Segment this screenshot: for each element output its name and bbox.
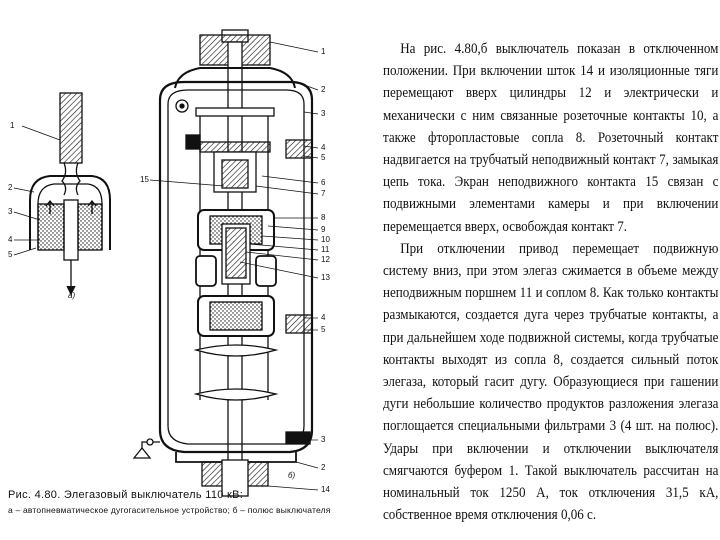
callout-b-2-lower: 2 (321, 463, 326, 472)
callout-b-15: 15 (140, 175, 149, 184)
callout-b-5-lower: 5 (321, 325, 326, 334)
callout-b-3-lower: 3 (321, 435, 326, 444)
callout-b-12: 12 (321, 255, 330, 264)
callout-b-13: 13 (321, 273, 330, 282)
callout-a-4: 4 (8, 235, 13, 244)
label-a: а) (68, 291, 76, 300)
label-b: б) (288, 471, 296, 480)
callout-a-2: 2 (8, 183, 13, 192)
drawing-a (14, 93, 110, 294)
callout-b-4-lower: 4 (321, 313, 326, 322)
callout-b-3: 3 (321, 109, 326, 118)
callout-a-5: 5 (8, 250, 13, 259)
callout-b-7: 7 (321, 189, 326, 198)
paragraph-1: На рис. 4.80,б выключатель показан в отключенном положении. При включении шток 14 и изоляционные тяги перемещают вверх цилиндры 12 и электрически и механически с ним связанные розеточные контакты 10, а также фторопластовые сопла 8. Розеточный контакт надвигается на трубчатый неподвижный контакт 7, замыкая цепь тока. Экран неподвижного контакта 15 связан с подвижными элементами камеры и при включении перемещается вверх, освобождая контакт 7. (383, 40, 719, 235)
callout-a-1: 1 (10, 121, 15, 130)
callout-b-6: 6 (321, 178, 326, 187)
callout-b-14: 14 (321, 485, 330, 494)
body-text (383, 38, 718, 526)
switch-drawing (0, 0, 360, 505)
callout-b-8: 8 (321, 213, 326, 222)
callout-a-3: 3 (8, 207, 13, 216)
callout-b-10: 10 (321, 235, 330, 244)
callout-b-4: 4 (321, 143, 326, 152)
callout-b-11: 11 (321, 245, 330, 254)
drawing-b (134, 30, 318, 496)
figure-caption-legend: а – автопневматическое дугогасительное устройство; б – полюс выключателя (8, 505, 331, 515)
paragraph-2: При отключении привод перемещает подвижную систему вниз, при этом элегаз сжимается в объеме между неподвижным поршнем 11 и соплом 8. Как только контакты размыкаются, создается дуга через трубчатые контакты, а при дальнейшем ходе подвижной системы, когда трубчатые контакты выходят из сопла 8, создается сильный поток элегаза, который гасит дугу. Образующиеся при гашении дуги небольшие количество продуктов разложения элегаза поглощается специальными фильтрами 3 (4 шт. на полюс). Удары при включении и отключении выключателя смягчаются буфером 1. Такой выключатель рассчитан на номинальный ток 1250 А, ток отключения 31,5 кА, собственное время отключения 0,06 с. (383, 239, 719, 524)
callout-b-5: 5 (321, 153, 326, 162)
callout-b-1: 1 (321, 47, 326, 56)
callout-b-9: 9 (321, 225, 326, 234)
figure-caption-title: Рис. 4.80. Элегазовый выключатель 110 кВ: (8, 489, 244, 501)
callout-b-2: 2 (321, 85, 326, 94)
